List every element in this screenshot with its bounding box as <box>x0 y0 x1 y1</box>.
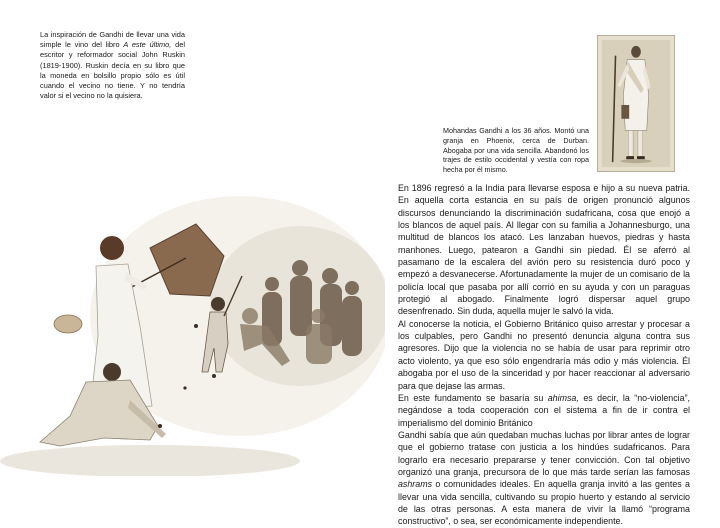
main-article-text <box>398 182 690 528</box>
photo-caption: Mohandas Gandhi a los 36 años. Montó una granja en Phoenix, cerca de Durban. Abogaba por una vida sencilla. Abandonó los trajes de estilo occidental y vestía con ropa hecha por él mismo. <box>443 126 589 175</box>
paragraph-3-text-a: En este fundamento se basaría su <box>398 392 544 403</box>
gandhi-portrait-photo <box>597 35 675 172</box>
sidebar-note-text-2: del escritor y reformador social John Ruskin (1819-1900). Ruskin decía en su libro que la moneda en bolsillo propio sólo es útil cuando el vecino no tiene. Y no tendría valor si el vecino no la quisiera. <box>40 40 185 101</box>
paragraph-2: Al conocerse la noticia, el Gobierno Británico quiso arrestar y procesar a los culpables, pero Gandhi no presentó denuncia alguna contra sus agresores. Dijo que la violencia no se había de usar para reprimir otro acto violento, ya que eso sólo engendraría más odio y más violencia. Él abogaba por el uso de la sinceridad y por hacer reaccionar al adversario para que dejase las armas. <box>398 318 690 391</box>
paragraph-4-text-b: o comunidades ideales. En aquella granja invitó a las gentes a llevar una vida sencilla, cultivando su propio huerto y estando al servicio de las otras personas. A esta manera de vivir la llamó “programa constructivo”, o sea, ser económicamente independiente. <box>398 479 690 527</box>
paragraph-3 <box>398 392 690 429</box>
paragraph-3-text-b: es decir, la “no-violencia”, negándose a toda cooperación con el sistema a fin de ir contra el imperialismo del dominio Británico <box>398 392 690 428</box>
sidebar-note-text-1: La inspiración de Gandhi de llevar una vida simple le vino del libro <box>40 30 185 50</box>
paragraph-1: En 1896 regresó a la India para llevarse esposa e hijo a su nueva patria. En aquella corta estancia en su país de origen pronunció algunos discursos denunciando la discriminación sudafricana, cosa que enojó a los blancos de aquel país. Al llegar con su familia a Johannesburgo, una multitud de blancos los atacó. Les lanzaban huevos, piedras y hasta manhones. Luego, patearon a Gandhi sin piedad. Él se aferró al pasamano de la escalera del avión pero su resistencia duró poco y empezó a desvanecerse. Afortunadamente la mujer de un comisario de la policía local que pasaba por allí corrió en su ayuda y con un paraguas protegió al abogado. Finalmente logró dispersar aquel grupo desenfrenado. Sin duda, aquella mujer le salvó la vida. <box>398 183 690 317</box>
paragraph-4 <box>398 429 690 528</box>
paragraph-4-text-a: Gandhi sabía que aún quedaban muchas luchas por librar antes de lograr que el gobierno tratase con justicia a los hindúes sudafricanos. Para lograrlo era necesario prepararse y tener convicción. Con tal objetivo organizó una granja, precursora de lo que más tarde serían las famosas <box>398 429 690 477</box>
book-title: A este último, <box>123 40 172 50</box>
ahimsa-term: ahimsa, <box>547 392 579 403</box>
ashrams-term: ashrams <box>398 479 433 490</box>
sidebar-note <box>40 30 185 101</box>
attack-illustration <box>0 176 385 476</box>
